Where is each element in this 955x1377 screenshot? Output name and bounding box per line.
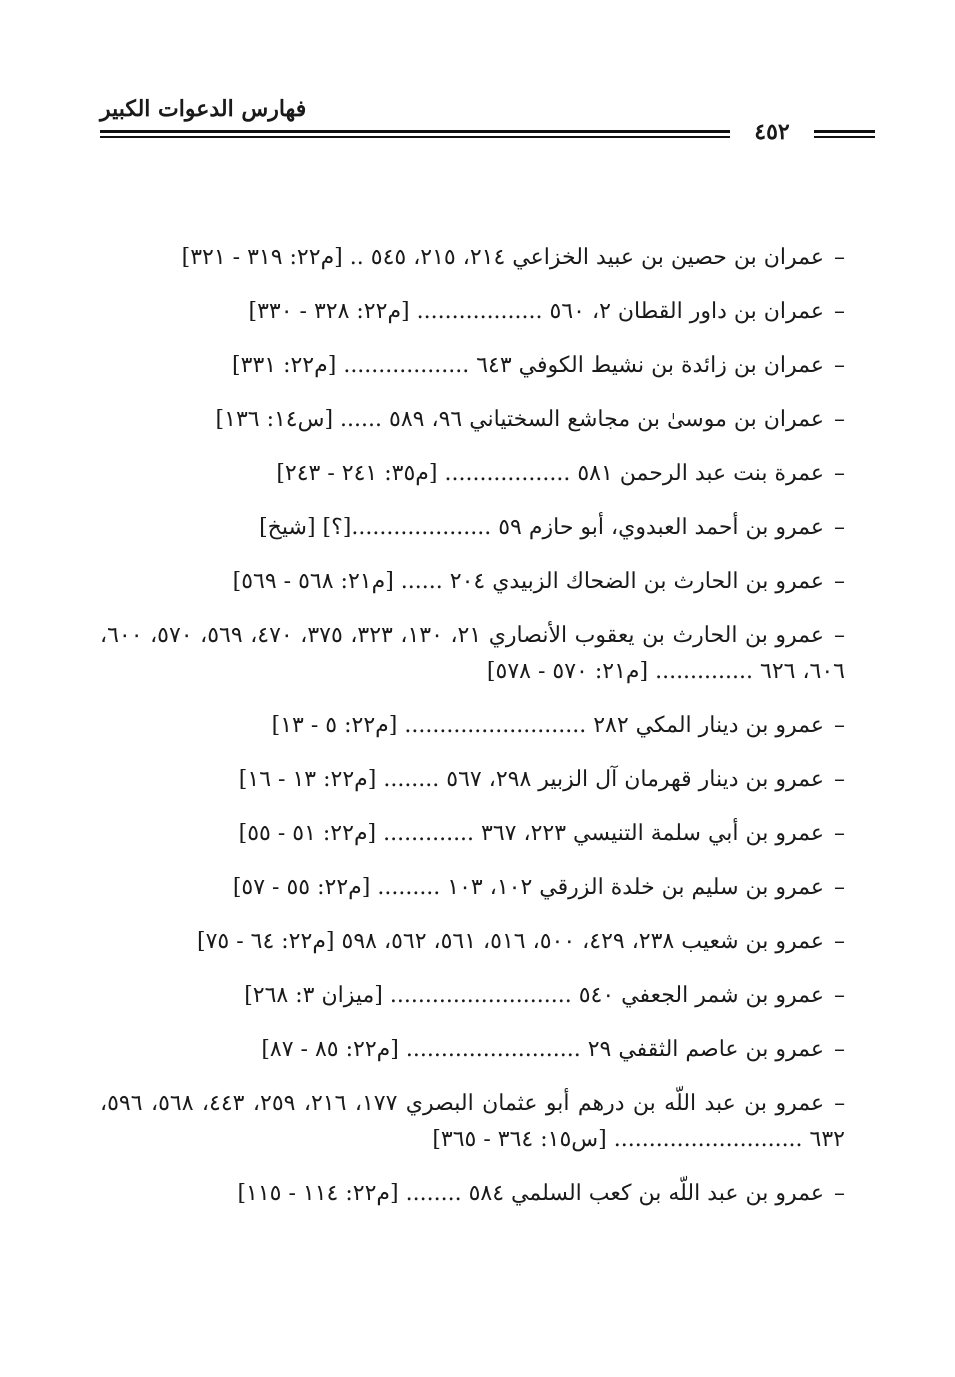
index-entry — [100, 978, 845, 1032]
entry-text: عمرو بن عاصم الثقفي ٢٩ ......................... [م٢٢: ٨٥ - ٨٧] — [261, 1037, 824, 1062]
index-entry — [100, 240, 845, 294]
entry-dash: – — [834, 1091, 846, 1116]
index-entry — [100, 816, 845, 870]
header-rule-right-bottom — [814, 136, 875, 138]
index-entries — [100, 240, 845, 1230]
entry-text: عمران بن موسىٰ بن مجاشع السختياني ٩٦، ٥٨٩ ...... [س١٤: ١٣٦] — [215, 407, 824, 432]
entry-dash: – — [834, 929, 845, 954]
index-entry — [100, 1086, 845, 1176]
entry-dash: – — [834, 1037, 845, 1062]
entry-text: عمران بن زائدة بن نشيط الكوفي ٦٤٣ .................. [م٢٢: ٣٣١] — [232, 353, 824, 378]
index-entry — [100, 618, 845, 708]
entry-dash: – — [834, 299, 845, 324]
book-title: فهارس الدعوات الكبير — [100, 96, 307, 122]
index-entry — [100, 870, 845, 924]
index-entry — [100, 510, 845, 564]
entry-text: عمرو بن شمر الجعفي ٥٤٠ .......................... [ميزان ٣: ٢٦٨] — [244, 983, 824, 1008]
index-entry — [100, 762, 845, 816]
entry-text: عمران بن داور القطان ٢، ٥٦٠ .................. [م٢٢: ٣٢٨ - ٣٣٠] — [248, 299, 824, 324]
entry-text: عمرو بن شعيب ٢٣٨، ٤٢٩، ٥٠٠، ٥١٦، ٥٦١، ٥٦٢، ٥٩٨ [م٢٢: ٦٤ - ٧٥] — [196, 929, 824, 954]
entry-text: عمرو بن الحارث بن يعقوب الأنصاري ٢١، ١٣٠، ٣٢٣، ٣٧٥، ٤٧٠، ٥٦٩، ٥٧٠، ٦٠٠، ٦٠٦، ٦٢٦ .............. [م٢١: ٥٧٠ - ٥٧٨] — [100, 623, 845, 684]
entry-dash: – — [834, 713, 845, 738]
entry-text: عمرو بن الحارث بن الضحاك الزبيدي ٢٠٤ ...... [م٢١: ٥٦٨ - ٥٦٩] — [232, 569, 824, 594]
entry-dash: – — [834, 1181, 845, 1206]
index-entry — [100, 1032, 845, 1086]
index-entry — [100, 402, 845, 456]
entry-text: عمرو بن سليم بن خلدة الزرقي ١٠٢، ١٠٣ ......... [م٢٢: ٥٥ - ٥٧] — [232, 875, 824, 900]
entry-text: عمرو بن دينار المكي ٢٨٢ .......................... [م٢٢: ٥ - ١٣] — [271, 713, 824, 738]
entry-dash: – — [834, 245, 845, 270]
entry-dash: – — [834, 461, 845, 486]
index-entry — [100, 564, 845, 618]
index-entry — [100, 456, 845, 510]
entry-dash: – — [834, 353, 845, 378]
entry-dash: – — [834, 515, 845, 540]
entry-text: عمرو بن عبد اللّه بن درهم أبو عثمان البصري ١٧٧، ٢١٦، ٢٥٩، ٤٤٣، ٥٦٨، ٥٩٦، ٦٣٢ ........................... [س١٥: ٣٦٤ - ٣٦٥] — [100, 1091, 845, 1152]
header-rule-top — [100, 130, 730, 133]
entry-dash: – — [834, 821, 845, 846]
entry-dash: – — [834, 875, 845, 900]
entry-text: عمرو بن أبي سلمة التنيسي ٢٢٣، ٣٦٧ ............. [م٢٢: ٥١ - ٥٥] — [238, 821, 824, 846]
entry-dash: – — [834, 767, 845, 792]
entry-text: عمرة بنت عبد الرحمن ٥٨١ .................. [م٣٥: ٢٤١ - ٢٤٣] — [276, 461, 824, 486]
entry-text: عمرو بن عبد اللّه بن كعب السلمي ٥٨٤ ........ [م٢٢: ١١٤ - ١١٥] — [237, 1181, 824, 1206]
page-header — [100, 90, 875, 150]
entry-dash: – — [834, 983, 845, 1008]
index-entry — [100, 1176, 845, 1230]
index-entry — [100, 294, 845, 348]
entry-dash: – — [834, 623, 845, 648]
entry-text: عمران بن حصين بن عبيد الخزاعي ٢١٤، ٢١٥، ٥٤٥ .. [م٢٢: ٣١٩ - ٣٢١] — [181, 245, 824, 270]
index-entry — [100, 924, 845, 978]
entry-dash: – — [834, 407, 845, 432]
header-rule-right-top — [814, 130, 875, 133]
page-number: ٤٥٢ — [754, 119, 790, 145]
index-entry — [100, 708, 845, 762]
index-entry — [100, 348, 845, 402]
entry-dash: – — [834, 569, 845, 594]
entry-text: عمرو بن أحمد العبدوي، أبو حازم ٥٩ ....................[؟] [شيخ] — [259, 515, 824, 540]
header-rule-bottom — [100, 136, 730, 138]
entry-text: عمرو بن دينار قهرمان آل الزبير ٢٩٨، ٥٦٧ ........ [م٢٢: ١٣ - ١٦] — [238, 767, 824, 792]
